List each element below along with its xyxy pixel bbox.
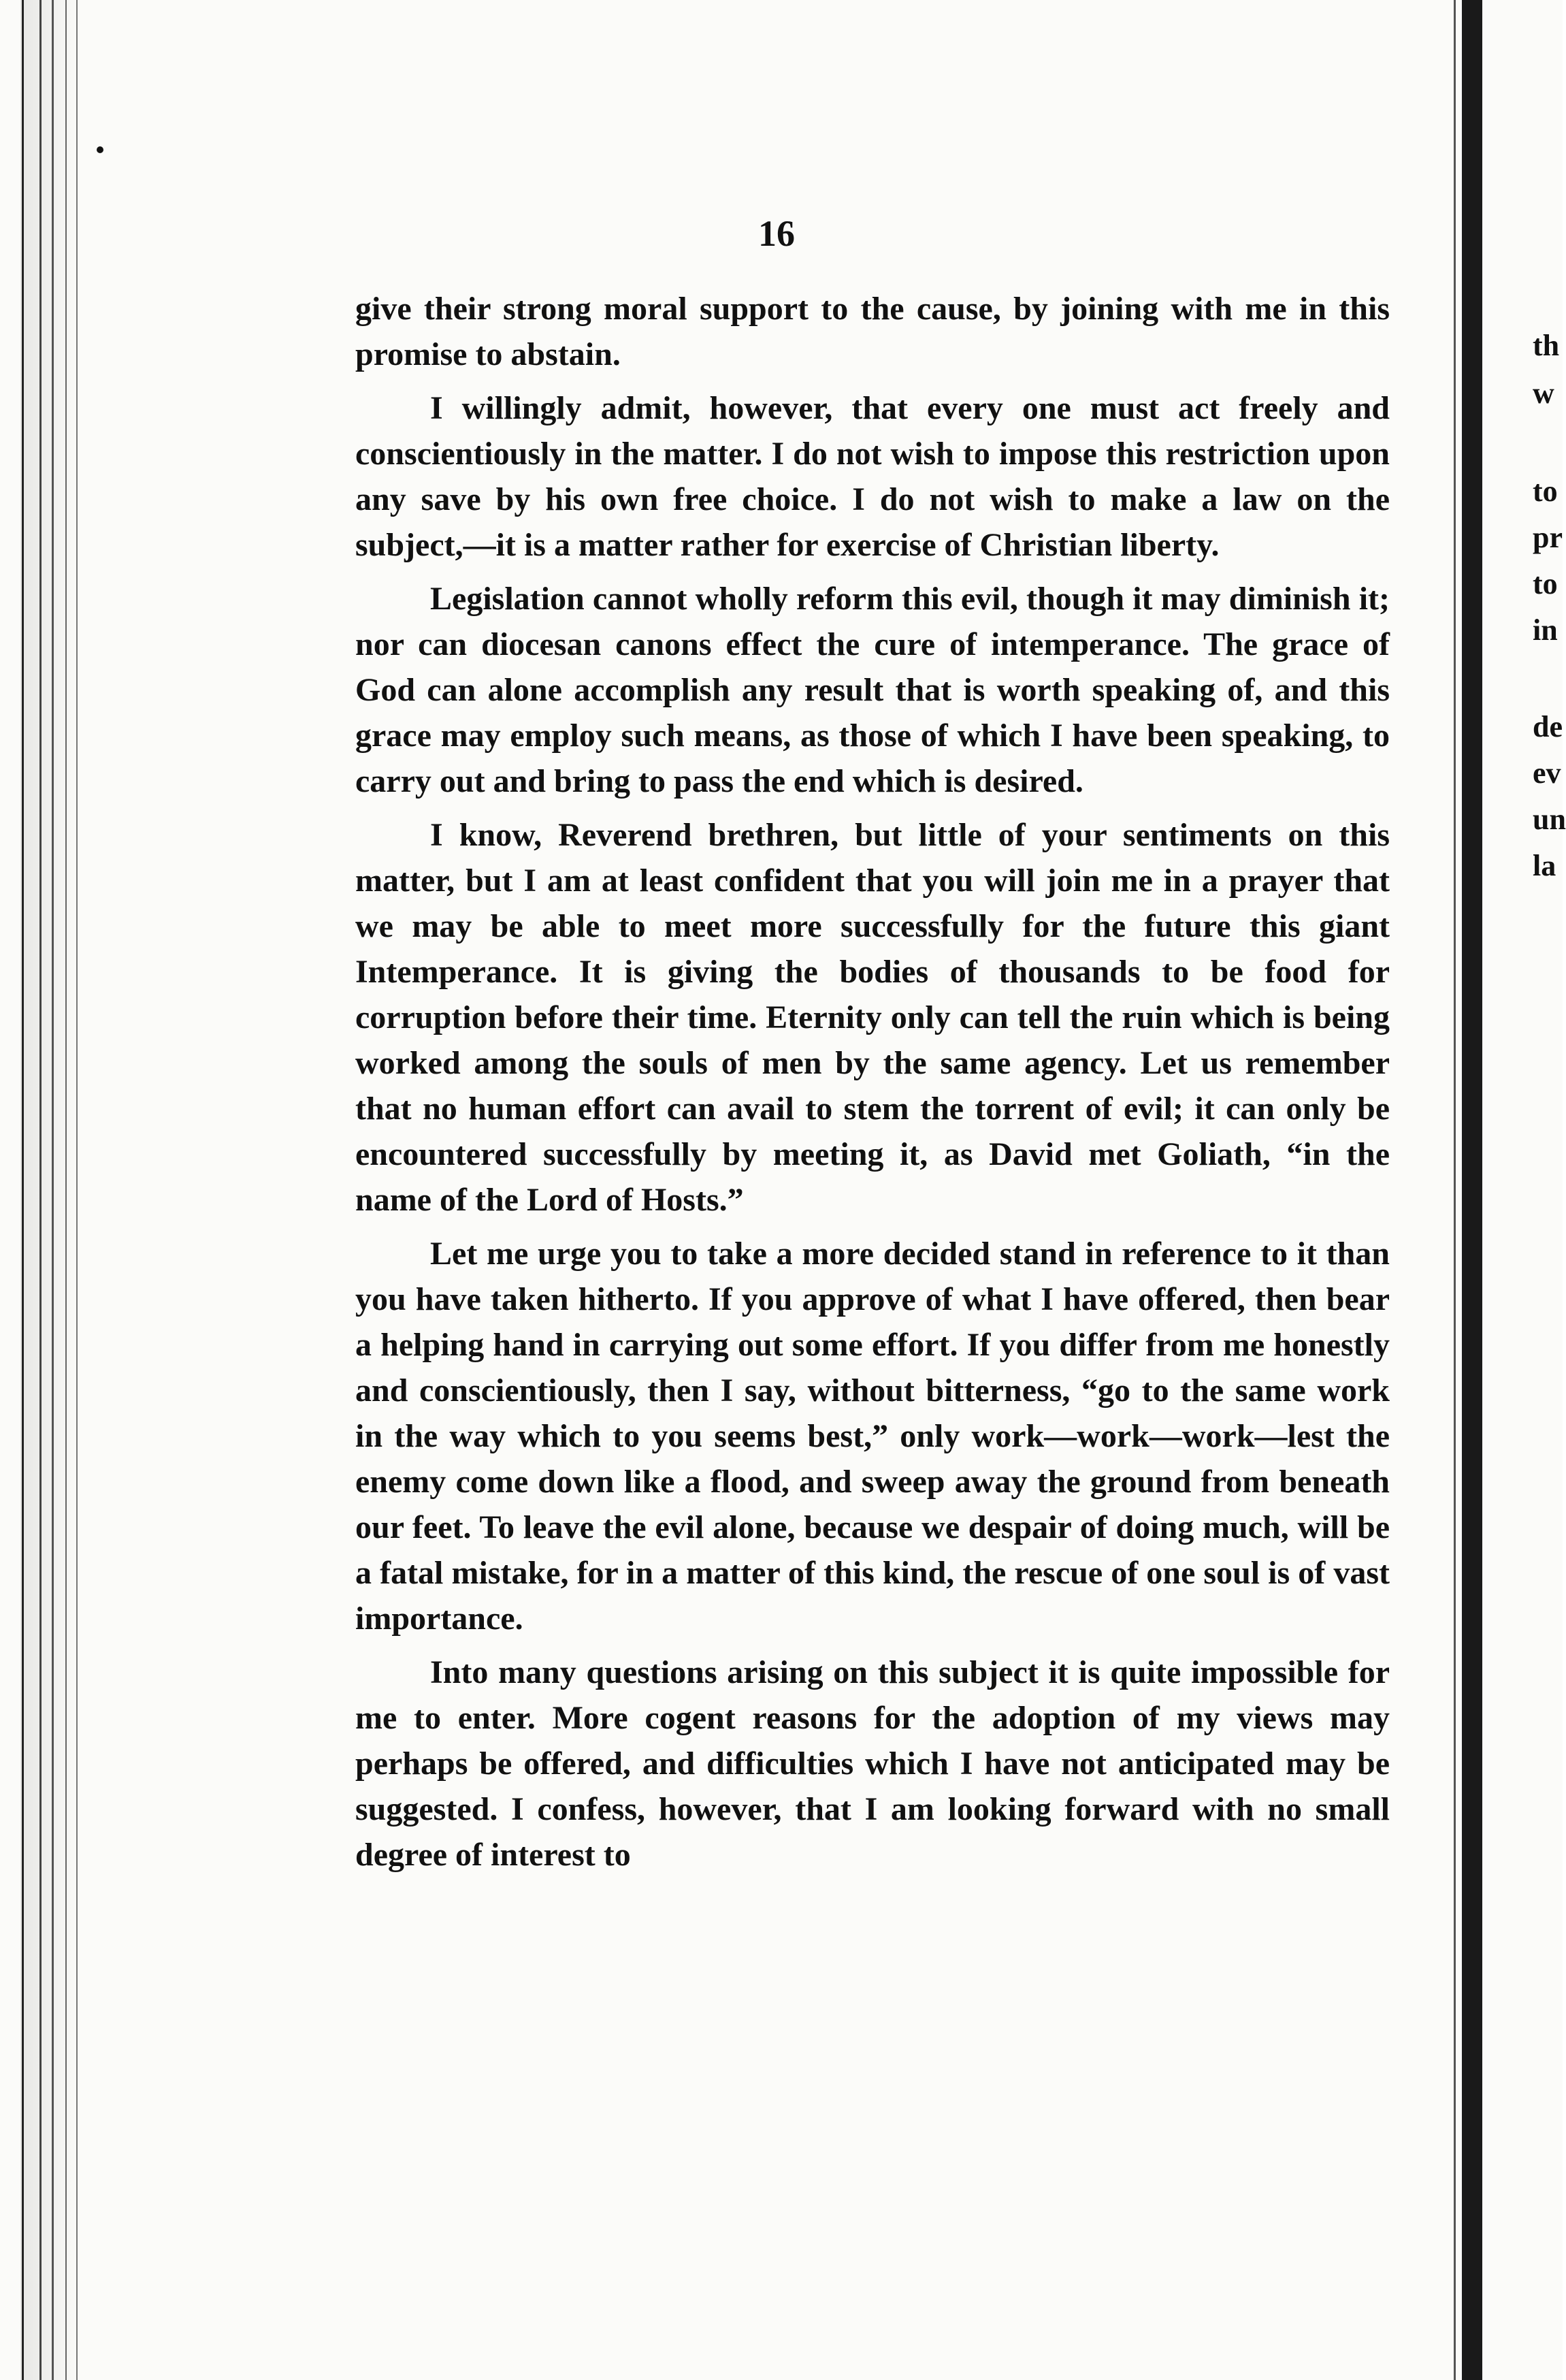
- page-edge: [76, 0, 78, 2380]
- ink-speck: [97, 146, 103, 153]
- paragraph: I willingly admit, however, that every one must act freely and conscientiously in the matter. I do not wish to impose this restriction upon any save by his own free choice. I do not wish to make a law on the subject,—it is a matter rather for exercise of Christian liberty.: [355, 390, 1390, 563]
- page-edge: [52, 0, 54, 2380]
- facing-page-fragment: w: [1533, 376, 1554, 410]
- binding-line: [1454, 0, 1456, 2380]
- facing-page-fragment: to: [1533, 567, 1558, 600]
- paragraph: Legislation cannot wholly reform this evil, though it may diminish it; nor can diocesan canons effect the cure of intemperance. The grace of God can alone accomplish any result that is worth speaking of, and this grace may employ such means, as those of which I have been speaking, to carry out and bring to pass the end which is desired.: [355, 581, 1390, 799]
- paragraph: give their strong moral support to the cause, by joining with me in this promise to abstain.: [355, 291, 1390, 372]
- paragraph: I know, Reverend brethren, but little of your sentiments on this matter, but I am at least confident that you will join me in a prayer that we may be able to meet more successfully for the future this giant Intemperance. It is giving the bodies of thousands to be food for corruption before their time. Eternity only can tell the ruin which is being worked among the souls of men by the same agency. Let us remember that no human effort can avail to stem the torrent of evil; it can only be encountered successfully by meeting it, as David met Goliath, “in the name of the Lord of Hosts.”: [355, 817, 1390, 1218]
- paragraph: Let me urge you to take a more decided stand in reference to it than you have taken hitherto. If you approve of what I have offered, then bear a helping hand in carrying out some effort. If you differ from me honestly and conscientiously, then I say, without bitterness, “go to the same work in the way which to you seems best,” only work—work—work—lest the enemy come down like a flood, and sweep away the ground from beneath our feet. To leave the evil alone, because we despair of doing much, will be a fatal mistake, for in a matter of this kind, the rescue of one soul is of vast importance.: [355, 1236, 1390, 1637]
- facing-page-fragment: th: [1533, 329, 1560, 362]
- facing-page-fragment: pr: [1533, 521, 1563, 554]
- page-edge: [22, 0, 24, 2380]
- body-text: [355, 286, 1390, 1878]
- page-number: 16: [758, 213, 795, 254]
- page-edge-shadow: [20, 0, 82, 2380]
- book-gutter: [1462, 0, 1482, 2380]
- facing-page-fragment: to: [1533, 475, 1558, 508]
- facing-page-fragment: in: [1533, 613, 1558, 647]
- paragraph: Into many questions arising on this subject it is quite impossible for me to enter. More cogent reasons for the adoption of my views may perhaps be offered, and difficulties which I have not anticipated may be suggested. I confess, however, that I am looking forward with no small degree of interest to: [355, 1654, 1390, 1873]
- facing-page-fragment: un: [1533, 803, 1566, 836]
- page-edge: [39, 0, 42, 2380]
- page-edge: [65, 0, 67, 2380]
- facing-page-fragment: ev: [1533, 756, 1561, 790]
- facing-page-fragment: de: [1533, 710, 1563, 743]
- facing-page-fragment: la: [1533, 849, 1556, 882]
